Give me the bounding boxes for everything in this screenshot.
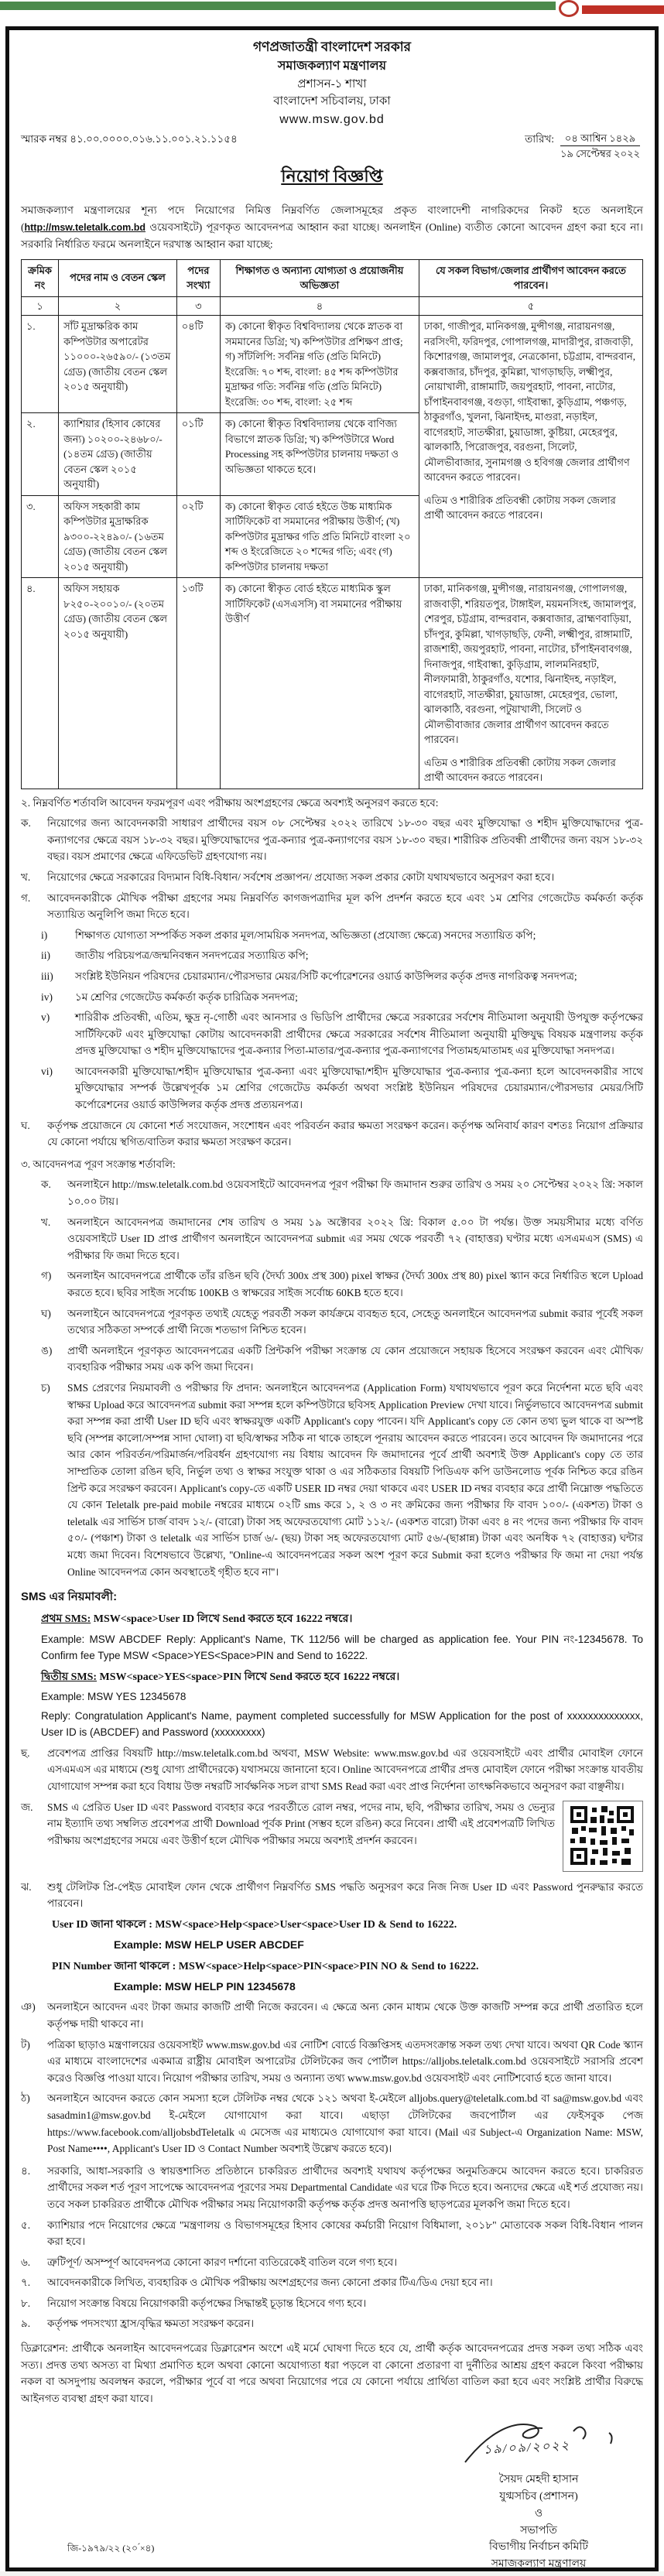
- document-item: [41, 947, 643, 964]
- row4-serial: ৪.: [22, 578, 59, 789]
- row1-qualification: ক) কোনো স্বীকৃত বিশ্ববিদ্যালয় থেকে স্নাতক বা সমমানের ডিগ্রি; খ) কম্পিউটার প্রশিক্ষণ প্রাপ্ত; গ) সাঁটলিপি: সর্বনিম্ন গতি (প্রতি মিনিটে) ইংরেজি: ৭০ শব্দ, বাংলা: ৪৫ শব্দ কম্পিউটার মুদ্রাক্ষর গতি: সর্বনিম্ন গতি (প্রতি মিনিটে) ইংরেজি: ৩০ শব্দ, বাংলা: ২৫ শব্দ: [220, 316, 419, 413]
- item-label: ক.: [21, 817, 31, 830]
- item-label: গ.: [21, 891, 31, 904]
- row2-qualification: ক) কোনো স্বীকৃত বিশ্ববিদ্যালয় থেকে বাণিজ্য বিভাগে স্নাতক ডিগ্রি; খ) কম্পিউটারে Word Processing সহ কম্পিউটার চালনায় দক্ষতা ও অভিজ্ঞতা থাকতে হবে।: [220, 413, 419, 496]
- section-3: [21, 1156, 643, 2157]
- condition-item: [21, 890, 643, 923]
- document-item: [41, 1063, 643, 1114]
- item-text: অনলাইনে আবেদনপত্র জমাদানের শেষ তারিখ ও সময় ১৯ অক্টোবর ২০২২ খ্রি: বিকাল ৫.০০ টা পর্যন্ত। উক্ত সময়সীমার মধ্যে বর্ণিত ওয়েবসাইটে User ID প্রাপ্ত প্রার্থীগণ অনলাইনে আবেদনপত্র submit এর সময় থেকে পরবর্তী ৭২ (বাহাত্তর) ঘণ্টার মধ্যে এসএমএস (SMS) এ পরীক্ষার ফি জমা দিতে হবে।: [67, 1216, 643, 1261]
- first-sms-text: MSW<space>User ID লিখে Send করতে হবে 16222 নম্বরে।: [93, 1613, 353, 1626]
- condition-item: [21, 1117, 643, 1151]
- item-text: ক্যাশিয়ার পদে নিয়োগের ক্ষেত্রে "মন্ত্রণালয় ও বিভাগসমূহের হিসাব কোষের কর্মচারী নিয়োগ বিধিমালা, ২০১৮" মোতাবেক সকল বিধি-বিধান পালন করা হবে।: [47, 2219, 643, 2248]
- item-label: ৬.: [21, 2256, 31, 2268]
- title-wrap: [21, 163, 643, 192]
- green-strip: [0, 2, 556, 10]
- quota-note: এতিম ও শারীরিক প্রতিবন্ধী কোটায় সকল জেলার প্রার্থী আবেদন করতে পারবেন।: [423, 756, 616, 784]
- date-gregorian: ১৯ সেপ্টেম্বর ২০২২: [560, 148, 640, 159]
- item-label: ঘ): [41, 1307, 51, 1319]
- item-text: শারিরীক প্রতিবন্ধী, এতিম, ক্ষুদ্র নৃ-গোষ্ঠী এবং আনসার ও ভিডিপি প্রার্থীদের ক্ষেত্রে সরকারের সর্বশেষ নীতিমালা অনুযায়ী উপযুক্ত কর্তৃপক্ষের সার্টিফিকেট এবং মুক্তিযোদ্ধা কোটায় আবেদনকারী প্রার্থীদের ক্ষেত্রে সরকারের সর্বশেষ নীতিমালা অনুযায়ী মুক্তিযুদ্ধ বিষয়ক মন্ত্রণালয় কর্তৃক প্রদত্ত মুক্তিযোদ্ধা ও শহীদ মুক্তিযোদ্ধাদের পুত্র-কন্যার পিতা-মাতার/পুত্র-কন্যার পুত্র-কন্যাগণের পিতামহ/মাতামহ এর মুক্তিযোদ্ধা সনদপত্র।: [75, 1011, 643, 1057]
- signature-date: ১৯/০৯/২০২২: [483, 2439, 571, 2458]
- row3-post: অফিস সহকারী কাম কম্পিউটার মুদ্রাক্ষরিক ৯৩০০-২২৪৯০/- (১৬তম গ্রেড) (জাতীয় বেতন স্কেল ২০১৫ অনুযায়ী): [59, 495, 177, 578]
- item-label: ঞ): [21, 2001, 36, 2013]
- item-text: জাতীয় পরিচয়পত্র/জন্মনিবন্ধন সনদপত্রের সত্যায়িত কপি;: [75, 949, 309, 962]
- table-row: [22, 316, 643, 413]
- declaration-paragraph: ডিক্লারেশন: প্রার্থীকে অনলাইন আবেদনপত্রের ডিক্লারেশন অংশে এই মর্মে ঘোষণা দিতে হবে যে, প্রার্থী কর্তৃক আবেদনপত্রের প্রদত্ত সকল তথ্য সঠিক এবং সত্য। প্রদত্ত তথ্য অসত্য বা মিথ্যা প্রমাণিত হলে অথবা কোনো অযোগ্যতা ধরা পড়লে বা কোনো প্রতারণা বা দুর্নীতির আশ্রয় গ্রহণ করলে কিংবা পরীক্ষায় নকল বা অসদুপায় অবলম্বন করলে, পরীক্ষার পূর্বে বা পরে অথবা নিয়োগের পরে যে কোনো পর্যায়ে প্রার্থিতা বাতিল করা হবে এবং সংশ্লিষ্ট প্রার্থীর বিরুদ্ধে আইনগত ব্যবস্থা গ্রহণ করা যাবে।: [21, 2342, 643, 2404]
- item-text: অনলাইনে আবেদন এবং টাকা জমার কাজটি প্রার্থী নিজে করবেন। এ ক্ষেত্রে অন্য কোন মাধ্যম থেকে উক্ত কাজটি সম্পন্ন করে প্রার্থী প্রতারিত হলে কর্তৃপক্ষ দায়ী থাকবে না।: [47, 2001, 643, 2030]
- section-2: [21, 795, 643, 1151]
- item-label: ট): [21, 2038, 30, 2051]
- col-num-1: ১: [22, 296, 59, 316]
- sms-rules-heading: SMS এর নিয়মাবলী:: [21, 1590, 118, 1604]
- item-text: SMS এ প্রেরিত User ID এবং Password ব্যবহার করে পরবর্তীতে রোল নম্বর, পদের নাম, ছবি, পরীক্ষার তারিখ, সময় ও ভেন্যুর নাম ইত্যাদি তথ্য সম্বলিত প্রবেশপত্র প্রার্থী Download পূর্বক Print (সম্ভব হলে রঙিন) করে নিবেন। প্রার্থী এই প্রবেশপত্রটি লিখিত পরীক্ষায় অংশগ্রহণের সময়ে এবং উত্তীর্ণ হলে মৌখিক পরীক্ষার সময়ে অবশ্যই প্রদর্শন করবেন।: [47, 1801, 555, 1846]
- condition-item: [21, 1999, 643, 2032]
- item-label: v): [41, 1011, 50, 1024]
- pin-help-line: PIN Number জানা থাকলে : MSW<space>Help<space>PIN<space>PIN NO & Send to 16222.: [52, 1960, 479, 1972]
- signatory-name: সৈয়দ মেহদী হাসান: [498, 2474, 579, 2486]
- section-3-heading: ৩. আবেদনপত্র পূরণ সংক্রান্ত শর্তাবলি:: [21, 1158, 176, 1170]
- districts-rows1to3: [419, 316, 642, 578]
- row2-count: ০১টি: [176, 413, 220, 496]
- letterhead: [21, 37, 643, 129]
- vacancy-table: [21, 259, 643, 789]
- document-item: [41, 989, 643, 1006]
- row2-serial: ২.: [22, 413, 59, 496]
- qr-code-icon: [567, 1805, 638, 1868]
- col-num-5: ৫: [419, 296, 642, 316]
- header-districts: যে সকল বিভাগ/জেলার প্রার্থীগণ আবেদন করতে পারবেন।: [419, 259, 642, 296]
- ministry-name: সমাজকল্যাণ মন্ত্রণালয়: [277, 59, 387, 73]
- date-stack: [560, 131, 640, 162]
- government-name: গণপ্রজাতন্ত্রী বাংলাদেশ সরকার: [252, 39, 412, 54]
- table-header-row: [22, 259, 643, 296]
- numbered-item: [21, 2274, 643, 2291]
- item-text: আবেদনকারী মুক্তিযোদ্ধা/শহীদ মুক্তিযোদ্ধার পুত্র-কন্যা এবং মুক্তিযোদ্ধা/শহীদ মুক্তিযোদ্ধার পুত্র-কন্যার পুত্র-কন্যা হলে আবেদনকারীর সাথে মুক্তিযোদ্ধার সম্পর্ক উল্লেখপূর্বক ১ম শ্রেণির গেজেটেড কর্মকর্তা অথবা সংশ্লিষ্ট ইউনিয়ন পরিষদের চেয়ারম্যান/পৌরসভার মেয়র/সিটি কর্পোরেশনের ওয়ার্ড কাউন্সিলর কর্তৃক প্রদত্ত প্রত্যয়নপত্র।: [75, 1065, 643, 1111]
- second-sms-reply: Reply: Congratulation Applicant's Name, payment completed successfully for MSW Application for the post of xxxxxxxxxxxxxx, User ID is (ABCDEF) and Password (xxxxxxxxx): [41, 1709, 643, 1739]
- item-text: আবেদনকারীকে মৌখিক পরীক্ষা গ্রহণের সময় নিম্নবর্ণিত কাগজপত্রাদির মূল কপি প্রদর্শন করতে হবে এবং ১ম শ্রেণির গেজেটেড কর্মকর্তা কর্তৃক সত্যায়িত অনুলিপি জমা দিতে হবে।: [47, 891, 643, 921]
- section-2-heading: ২. নিম্নবর্ণিত শর্তাবলি আবেদন ফরমপূরণ এবং পরীক্ষায় অংশগ্রহণের ক্ষেত্রে অবশ্যই অনুসরণ করতে হবে:: [21, 796, 439, 809]
- signatory-role: সভাপতি: [520, 2524, 557, 2537]
- memo-number: স্মারক নম্বর ৪১.০০.০০০০.০১৬.১১.০০১.২১.১১৫৪: [21, 132, 238, 145]
- userid-help-line: User ID জানা থাকলে : MSW<space>Help<space>User<space>User ID & Send to 16222.: [52, 1918, 457, 1931]
- row1-serial: ১.: [22, 316, 59, 413]
- item-text: সরকারি, আধা-সরকারি ও স্বায়ত্তশাসিত প্রতিষ্ঠানে চাকরিরত প্রার্থীদের অবশ্যই যথাযথ কর্তৃপক্ষের অনুমতিক্রমে আবেদন করতে হবে। চাকরিরত প্রার্থীদের সকল শর্ত পূরণ সাপেক্ষে আবেদনপত্র পূরণের সময় Departmental Candidate এর ঘরে টিক দিতে হবে। অন্যদের ক্ষেত্রে এই শর্ত প্রযোজ্য নয়। তবে সকল চাকরিরত প্রার্থীকে মৌখিক পরীক্ষার সময় নিয়োগকারী কর্তৃপক্ষ কর্তৃক প্রদত্ত অনাপত্তি ছাড়পত্রের মূলকপি জমা দিতে হবে।: [47, 2164, 643, 2210]
- item-text: নিয়োগ সংক্রান্ত বিষয়ে নিয়োগকারী কর্তৃপক্ষের সিদ্ধান্তই চূড়ান্ত হিসেবে গণ্য হবে।: [47, 2297, 367, 2309]
- item-label: ৫.: [21, 2219, 31, 2231]
- header-post: পদের নাম ও বেতন স্কেল: [59, 259, 177, 296]
- document-item: [41, 927, 643, 944]
- item-label: খ.: [21, 871, 31, 883]
- print-reference-code: জি-১৯৭৯/২২ (২০ ́×৪): [67, 2542, 155, 2554]
- item-label: ঘ.: [21, 1119, 30, 1131]
- memo-row: [21, 131, 643, 162]
- row3-serial: ৩.: [22, 495, 59, 578]
- districts-row4: [419, 578, 642, 789]
- item-label: ঠ): [21, 2092, 30, 2105]
- districts-list: ঢাকা, গাজীপুর, মানিকগঞ্জ, মুন্সীগঞ্জ, নারায়নগঞ্জ, নরসিংদী, ফরিদপুর, গোপালগঞ্জ, মাদারীপুর, রাজবাড়ী, কিশোরগঞ্জ, জামালপুর, নেত্রকোনা, চট্টগ্রাম, বান্দরবান, কক্সবাজার, চাঁদপুর, কুমিল্লা, খাগড়াছড়ি, লক্ষ্মীপুর, নোয়াখালী, রাঙ্গামাটি, জয়পুরহাট, পাবনা, নাটোর, চাঁপাইনবাবগঞ্জ, বগুড়া, গাইবান্ধা, কুড়িগ্রাম, পঞ্চগড়, ঠাকুরগাঁও, খুলনা, ঝিনাইদহ, মাগুরা, নড়াইল, বাগেরহাট, সাতক্ষীরা, চুয়াডাঙ্গা, কুষ্টিয়া, মেহেরপুর, ঝালকাঠি, পিরোজপুর, বরগুনা, সিলেট, মৌলভীবাজার, সুনামগঞ্জ ও হবিগঞ্জ জেলার প্রার্থীগণ আবেদন করতে পারবেন।: [423, 320, 635, 484]
- item-text: প্রার্থী অনলাইনে পূরণকৃত আবেদনপত্রের একটি প্রিন্টকপি পরীক্ষা সংক্রান্ত যে কোন প্রয়োজনে সহায়ক হিসেবে সংরক্ষণ করবেন এবং মৌখিক/ব্যবহারিক পরীক্ষার সময় এক কপি জমা দিবেন।: [67, 1344, 643, 1374]
- condition-item: [21, 2090, 643, 2157]
- second-sms-label: দ্বিতীয় SMS:: [41, 1671, 98, 1683]
- first-sms-label: প্রথম SMS:: [41, 1613, 91, 1626]
- column-number-row: [22, 296, 643, 316]
- first-sms-line: [41, 1611, 643, 1628]
- red-strip: [582, 5, 664, 14]
- item-text: আবেদনকারীকে লিখিত, ব্যবহারিক ও মৌখিক পরীক্ষায় অংশগ্রহণের জন্য কোনো প্রকার টিএ/ডিএ দেয়া হবে না।: [47, 2277, 493, 2289]
- condition-item: [21, 1879, 643, 1912]
- first-sms-example: Example: MSW ABCDEF Reply: Applicant's Name, TK 112/56 will be charged as application fee. Your PIN নং-12345678. To Confirm fee Type MSW <Space>YES<Space>PIN and Send to 16222.: [41, 1633, 643, 1662]
- application-website-link: http://msw.teletalk.com.bd: [24, 221, 146, 233]
- row3-qualification: ক) কোনো স্বীকৃত বোর্ড হইতে উচ্চ মাধ্যমিক সার্টিফিকেট বা সমমানের পরীক্ষায় উত্তীর্ণ; (খ) কম্পিউটার মুদ্রাক্ষর গতি প্রতি মিনিটে বাংলা ২০ শব্দ ও ইংরেজিতে ২০ শব্দের গতি; এবং (গ) কম্পিউটার চালনায় দক্ষতা: [220, 495, 419, 578]
- condition-item: [21, 1745, 643, 1795]
- second-sms-text: MSW<space>YES<space>PIN লিখে Send করতে হবে 16222 নম্বরে।: [99, 1671, 400, 1683]
- numbered-item: [21, 2217, 643, 2250]
- item-label: ঝ.: [21, 1880, 32, 1893]
- quota-note: এতিম ও শারীরিক প্রতিবন্ধী কোটায় সকল জেলার প্রার্থী আবেদন করতে পারবেন।: [423, 494, 616, 522]
- item-label: vi): [41, 1065, 53, 1077]
- logo-circle: [559, 0, 579, 17]
- header-qualification: শিক্ষাগত ও অন্যান্য যোগ্যতা ও প্রয়োজনীয় অভিজ্ঞতা: [220, 259, 419, 296]
- numbered-item: [21, 2315, 643, 2332]
- item-text: পত্রিকা ছাড়াও মন্ত্রণালয়ের ওয়েবসাইট www.msw.gov.bd এর নোটিশ বোর্ডে বিজ্ঞপ্তিসহ এতদসংক্রান্ত সকল তথ্য দেখা যাবে। অথবা QR Code স্ক্যান এর মাধ্যমে বাংলাদেশের একমাত্র রাষ্ট্রীয় মোবাইল অপারেটর টেলিটকের জব পোর্টাল https://alljobs.teletalk.com.bd ওয়েবসাইটে সরাসরি প্রবেশ করেও বিজ্ঞপ্তি পাওয়া যাবে। নিয়োগ পরীক্ষার তারিখ, সময় ও অন্যান্য তথ্য www.msw.gov.bd ওয়েবসাইট এবং নোটিশবোর্ড হতে জানা যাবে।: [47, 2038, 643, 2084]
- item-text: কর্তৃপক্ষ প্রয়োজনে যে কোনো শর্ত সংযোজন, সংশোধন এবং পরিবর্তন করার ক্ষমতা সংরক্ষণ করেন। কর্তৃপক্ষ অনিবার্য কারণ বশতঃ নিয়োগ প্রক্রিয়ার যে কোনো পর্যায়ে স্থগিত/বাতিল করার ক্ষমতা সংরক্ষণ করেন।: [47, 1119, 643, 1148]
- page-title: নিয়োগ বিজ্ঞপ্তি: [281, 166, 383, 186]
- memo-date: [525, 131, 643, 162]
- item-label: iv): [41, 990, 53, 1003]
- col-num-3: ৩: [176, 296, 220, 316]
- numbered-item: [21, 2163, 643, 2213]
- item-text: অনলাইন আবেদনপত্রে প্রার্থীকে তাঁর রঙিন ছবি (দৈর্ঘ্য 300x প্রস্থ 300) pixel স্বাক্ষর (দৈর্ঘ্য 300x প্রস্থ 80) pixel স্ক্যান করে নির্ধারিত স্থলে Upload করতে হবে। ছবির সাইজ সর্বোচ্চ 100KB ও স্বাক্ষরের সাইজ সর্বোচ্চ 60KB হতে হবে।: [67, 1270, 643, 1299]
- sections-4-to-9: [21, 2163, 643, 2407]
- document-item: [41, 968, 643, 985]
- secretariat-name: বাংলাদেশ সচিবালয়, ঢাকা: [273, 95, 391, 108]
- header-serial: ক্রমিক নং: [22, 259, 59, 296]
- item-text: ত্রুটিপূর্ণ/ অসম্পূর্ণ আবেদনপত্র কোনো কারণ দর্শানো ব্যতিরেকেই বাতিল বলে গণ্য হবে।: [47, 2256, 398, 2268]
- signatory-and: ও: [534, 2507, 543, 2520]
- table-row: [22, 578, 643, 789]
- item-text: কর্তৃপক্ষ পদসংখ্যা হ্রাস/বৃদ্ধির ক্ষমতা সংরক্ষণ করেন।: [47, 2318, 255, 2330]
- districts-list: ঢাকা, মানিকগঞ্জ, মুন্সীগঞ্জ, নারায়নগঞ্জ, গোপালগঞ্জ, রাজবাড়ী, শরিয়তপুর, টাঙ্গাইল, ময়মনসিংহ, জামালপুর, শেরপুর, চট্টগ্রাম, বান্দরবান, কক্সবাজার, ব্রাহ্মণবাড়িয়া, চাঁদপুর, কুমিল্লা, খাগড়াছড়ি, ফেনী, লক্ষ্মীপুর, রাঙ্গামাটি, রাজশাহী, জয়পুরহাট, পাবনা, নাটোর, চাঁপাইনবাবগঞ্জ, দিনাজপুর, গাইবান্ধা, কুড়িগ্রাম, লালমনিরহাট, নীলফামারী, ঠাকুরগাঁও, যশোর, ঝিনাইদহ, নড়াইল, বাগেরহাট, সাতক্ষীরা, চুয়াডাঙ্গা, মেহেরপুর, ভোলা, ঝালকাঠি, বরগুনা, পটুয়াখালী, সিলেট ও মৌলভীবাজার জেলার প্রার্থীগণ আবেদন করতে পারবেন।: [423, 583, 636, 746]
- condition-item: [21, 815, 643, 865]
- item-label: ক.: [41, 1179, 51, 1191]
- item-label: জ.: [21, 1801, 33, 1813]
- condition-item-with-qr: [21, 1799, 643, 1875]
- userid-help-example: Example: MSW HELP USER ABCDEF: [114, 1938, 304, 1952]
- item-text-wrap: [47, 1799, 643, 1875]
- signatory-ministry: সমাজকল্যাণ মন্ত্রণালয়: [491, 2557, 587, 2570]
- row1-count: ০৪টি: [176, 316, 220, 413]
- item-label: গ): [41, 1270, 52, 1282]
- item-text: ১ম শ্রেণির গেজেটেড কর্মকর্তা কর্তৃক চারিত্রিক সনদপত্র;: [75, 990, 298, 1003]
- item-text: নিয়োগের ক্ষেত্রে সরকারের বিদ্যমান বিধি-বিধান/ সর্বশেষ প্রজ্ঞাপন/ প্রযোজ্য সকল প্রকার কোটা যথাযথভাবে অনুসরণ করা হবে।: [47, 871, 555, 883]
- item-label: iii): [41, 970, 53, 982]
- item-label: ৪.: [21, 2164, 31, 2177]
- item-label: ছ.: [21, 1746, 30, 1759]
- item-label: ৯.: [21, 2318, 31, 2330]
- item-label: ৭.: [21, 2277, 31, 2289]
- item-text: শিক্ষাগত যোগ্যতা সম্পর্কিত সকল প্রকার মূল/সাময়িক সনদপত্র, অভিজ্ঞতা (প্রযোজ্য ক্ষেত্রে) সনদের সত্যায়িত কপি;: [75, 929, 536, 941]
- document-item: [41, 1009, 643, 1059]
- row4-count: ১৩টি: [176, 578, 220, 789]
- row2-post: ক্যাশিয়ার (হিসাব কোষের জন্য) ১০২০০-২৪৬৮০/- (১৪তম গ্রেড) (জাতীয় বেতন স্কেল ২০১৫ অনুযায়ী): [59, 413, 177, 496]
- numbered-item: [21, 2254, 643, 2271]
- intro-part2: ওয়েবসাইটে) পূরণকৃত আবেদনপত্র আহ্বান করা যাচ্ছে। অনলাইন (Online) ব্যতীত কোনো আবেদন গ্রহণ করা হবে না। সরকারি নির্ধারিত ফরমে অনলাইনে দরখাস্ত আহ্বান করা যাচ্ছে:: [21, 221, 643, 250]
- date-bengali-calendar: ০৪ আশ্বিন ১৪২৯: [560, 131, 640, 147]
- intro-paragraph: [21, 202, 643, 253]
- date-label: তারিখ:: [525, 132, 555, 145]
- condition-item: [41, 1267, 643, 1301]
- item-text: শুধু টেলিটক প্রি-পেইড মোবাইল ফোন থেকে প্রার্থীগণ নিম্নবর্ণিত SMS পদ্ধতি অনুসরণ করে নিজ নিজ User ID এবং Password পুনরুদ্ধার করতে পারবেন।: [47, 1880, 643, 1910]
- col-num-4: ৪: [220, 296, 419, 316]
- condition-item: [41, 1176, 643, 1209]
- second-sms-line: [41, 1669, 643, 1686]
- document-frame: [5, 26, 659, 2571]
- row1-post: সাঁট মুদ্রাক্ষরিক কাম কম্পিউটার অপারেটর ১১০০০-২৬৫৯০/- (১৩তম গ্রেড) (জাতীয় বেতন স্কেল ২০১৫ অনুযায়ী): [59, 316, 177, 413]
- condition-item: [41, 1380, 643, 1580]
- col-num-2: ২: [59, 296, 177, 316]
- header-count: পদের সংখ্যা: [176, 259, 220, 296]
- item-label: খ.: [41, 1216, 51, 1228]
- condition-item: [41, 1343, 643, 1376]
- item-label: চ): [41, 1381, 50, 1394]
- item-label: ঙ): [41, 1344, 53, 1356]
- pin-help-example: Example: MSW HELP PIN 12345678: [114, 1980, 296, 1993]
- row4-qualification: ক) কোনো স্বীকৃত বোর্ড হইতে মাধ্যমিক স্কুল সার্টিফিকেট (এসএসসি) বা সমমানের পরীক্ষায় উত্তীর্ণ: [220, 578, 419, 789]
- top-decorative-bar: [0, 0, 664, 26]
- condition-item: [21, 2037, 643, 2087]
- item-text: সংশ্লিষ্ট ইউনিয়ন পরিষদের চেয়ারম্যান/পৌরসভার মেয়র/সিটি কর্পোরেশনের ওয়ার্ড কাউন্সিলর কর্তৃক প্রদত্ত নাগরিকত্ব সনদপত্র;: [75, 970, 577, 982]
- item-text: SMS প্রেরণের নিয়মাবলী ও পরীক্ষার ফি প্রদান: অনলাইনে আবেদনপত্র (Application Form) যথাযথভাবে পূরণ করে নির্দেশনা মতে ছবি এবং স্বাক্ষর Upload করে আবেদনপত্র submit করা সম্পন্ন হলে কম্পিউটারে ছবিসহ Application Preview দেখা যাবে। নির্ভুলভাবে আবেদনপত্র submit করা সম্পন্ন করা প্রার্থী User ID ছবি এবং স্বাক্ষরযুক্ত একটি Applicant's copy পাবেন। যদি Applicant's copy তে কোন তথ্য ভুল থাকে বা অস্পষ্ট ছবি (সম্পন্ন কালো/সম্পন্ন সাদা ঘোলা) বা ছবি/স্বাক্ষর সঠিক না থাকে তাহলে পূনরায় আবেদন করতে পারবেন। তবে আবেদন ফি জমাদানের পরে আর কোন পরিবর্তন/পরিমার্জন/পরিবর্ধন গ্রহণযোগ্য নয় বিধায় আবেদন ফি জমাদানের পূর্বে প্রার্থী অবশ্যই উক্ত Applicant's copy তে তার সাম্প্রতিক তোলা রঙিন ছবি, নির্ভুল তথ্য ও স্বাক্ষর সংযুক্ত থাকা ও এর সঠিকতার বিষয়টি পিডিএফ কপি ডাউনলোড পূর্বক নিশ্চিত করে রঙিন প্রিন্ট করে সংরক্ষণ করবেন। Applicant's copy-তে একটি USER ID নম্বর দেয়া থাকবে এবং USER ID নম্বর ব্যবহার করে প্রার্থী নিম্নোক্ত পদ্ধতিতে যে কোন Teletalk pre-paid mobile নম্বরের মাধ্যমে ০২টি sms করে ১, ২ ও ৩ নং ক্রমিকের জন্য পরীক্ষার ফি বাবদ ১০০/- (একশত) টাকা ও teletalk এর সার্ভিস চার্জ বাবদ ১২/- (বারো) টাকা সহ অফেরতযোগ্য মোট ১১২/- (একশত বারো) টাকা এবং ৪ নং পদের জন্য পরীক্ষার ফি বাবদ ৫০/- (পঞ্চাশ) টাকা ও teletalk এর সার্ভিস চার্জ ৬/- (ছয়) টাকা সহ অফেরতযোগ্য মোট ৫৬/-(ছাপ্পান্ন) টাকা এবং অনধিক ৭২ (বাহাত্তর) ঘন্টার মধ্যে জমা দিবেন। বিশেষভাবে উল্লেখ্য, ''Online-এ আবেদনপত্রের সকল অংশ পূরণ করে Submit করা হলেও পরীক্ষার ফি জমা না দেয়া পর্যন্ত Online আবেদনপত্র কোন অবস্থাতেই গৃহীত হবে না''।: [67, 1381, 643, 1578]
- item-label: ৮.: [21, 2297, 31, 2309]
- row3-count: ০২টি: [176, 495, 220, 578]
- item-label: i): [41, 929, 48, 941]
- item-label: ii): [41, 949, 50, 962]
- branch-name: প্রশাসন-১ শাখা: [297, 77, 367, 91]
- item-text: প্রবেশপত্র প্রাপ্তির বিষয়টি http://msw.teletalk.com.bd অথবা, MSW Website: www.msw.gov.bd এর ওয়েবসাইটে এবং প্রার্থীর মোবাইল ফোনে এসএমএস এর মাধ্যমে (শুধু যোগ্য প্রার্থীদেরকে) যথাসময়ে জানানো হবে। Online আবেদনপত্রে প্রার্থীর প্রদত্ত মোবাইল ফোনে পরীক্ষা সংক্রান্ত যাবতীয় যোগাযোগ সম্পন্ন করা হবে বিধায় উক্ত নম্বরটি সার্বক্ষনিক সচল রাখা SMS Read করা এবং প্রাপ্ত নির্দেশনা তাৎক্ষনিকভাবে অনুসরণ করা বাঞ্ছনীয়।: [47, 1746, 643, 1793]
- item-text: অনলাইনে আবেদন করতে কোন সমস্যা হলে টেলিটক নম্বর থেকে ১২১ অথবা ই-মেইলে alljobs.query@teletalk.com.bd বা sa@msw.gov.bd এবং sasadmin1@msw.gov.bd ই-মেইলে যোগাযোগ করা যাবে। এছাড়া টেলিটকের জবপোর্টাল এর ফেইসবুক পেজ https://www.facebook.com/alljobsbdTeletalk এ মেসেজ এর মাধ্যমেও যোগাযোগ করা যাবে। (Mail এর Subject-এ Organization Name: MSW, Post Name••••, Applicant's User ID ও Contact Number অবশ্যই উল্লেখ করতে হবে)।: [47, 2092, 643, 2155]
- signatory: [457, 2417, 620, 2572]
- numbered-item: [21, 2295, 643, 2312]
- signatory-title: যুগ্মসচিব (প্রশাসন): [499, 2491, 578, 2503]
- handwritten-signature: [457, 2417, 620, 2472]
- signatory-committee: বিভাগীয় নির্বাচন কমিটি: [488, 2541, 589, 2554]
- condition-item: [21, 869, 643, 886]
- item-text: অনলাইনে আবেদনপত্রে পূরণকৃত তথ্যই যেহেতু পরবর্তী সকল কার্যক্রমে ব্যবহৃত হবে, সেহেতু অনলাইনে আবেদনপত্র submit করার পূর্বেই সকল তথ্যের সঠিকতা সম্পর্কে প্রার্থী নিজে শতভাগ নিশ্চিত হবেন।: [67, 1307, 643, 1336]
- condition-item: [41, 1305, 643, 1339]
- condition-item: [41, 1214, 643, 1264]
- ministry-website: www.msw.gov.bd: [279, 112, 385, 126]
- intro-part1: সমাজকল্যাণ মন্ত্রণালয়ের শূন্য পদে নিয়োগের নিমিত্ত নিম্নবর্ণিত জেলাসমূহের প্রকৃত বাংলাদেশী নাগরিকদের নিকট হতে অনলাইনে (: [21, 204, 643, 233]
- item-text: অনলাইনে http://msw.teletalk.com.bd ওয়েবসাইটে আবেদনপত্র পূরণ পরীক্ষা ফি জমাদান শুরুর তারিখ ও সময় ২০ সেপ্টেম্বর ২০২২ খ্রি: সকাল ১০.০০ টায়।: [67, 1179, 643, 1208]
- second-sms-example: Example: MSW YES 12345678: [41, 1691, 187, 1703]
- qr-code-box: [563, 1801, 643, 1872]
- item-text: নিয়োগের জন্য আবেদনকারী সাধারণ প্রার্থীদের বয়স ০৮ সেপ্টেম্বর ২০২২ তারিখে ১৮-৩০ বছর এবং মুক্তিযোদ্ধা ও শহীদ মুক্তিযোদ্ধাদের পুত্র-কন্যাগণের ক্ষেত্রে বয়স ১৮-৩২ বছর। মুক্তিযোদ্ধাদের পুত্র-কন্যার পুত্র-কন্যাগণের বয়স ১৮-৩০ বছর। শারীরিক প্রতিবন্ধী প্রার্থীদের জন্য বয়স ১৮-৩২ বছর। বয়স প্রমাণের ক্ষেত্রে এফিডেভিট গ্রহণযোগ্য নয়।: [47, 817, 643, 863]
- row4-post: অফিস সহায়ক ৮২৫০-২০০১০/- (২০তম গ্রেড) (জাতীয় বেতন স্কেল ২০১৫ অনুযায়ী): [59, 578, 177, 789]
